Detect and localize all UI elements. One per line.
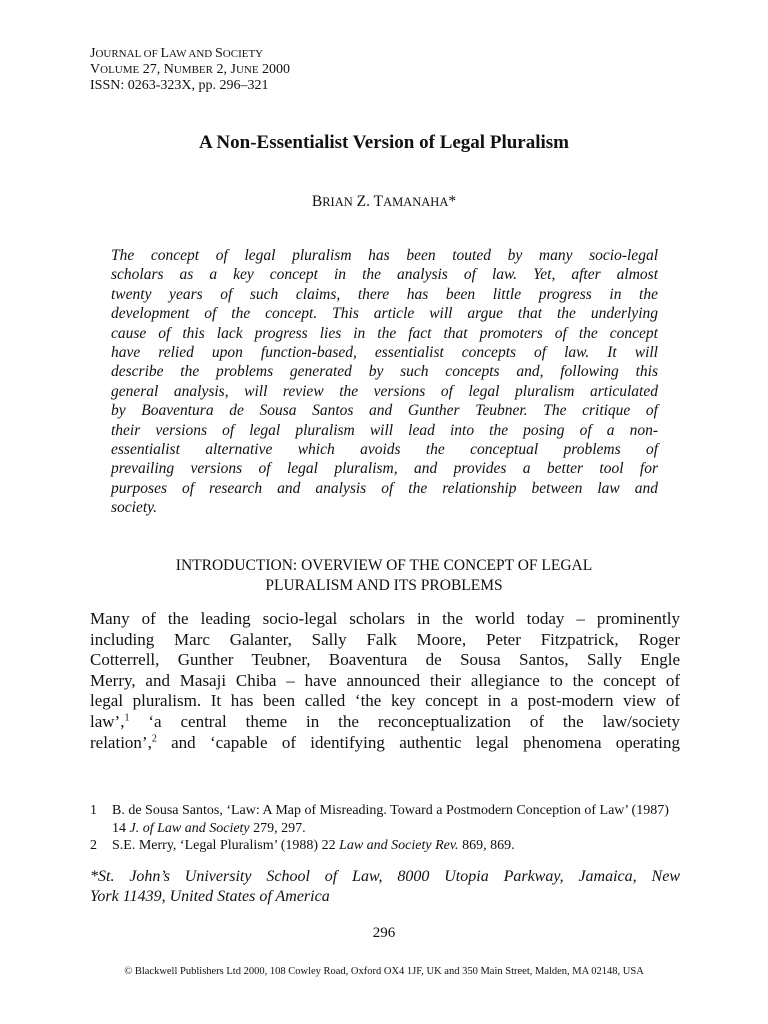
abstract-line: development of the concept. This article will argue that the underlying	[111, 305, 658, 323]
body-line: Many of the leading socio-legal scholars in the world today – prominently	[90, 609, 680, 628]
abstract-line: society.	[111, 499, 158, 517]
abstract-line: their versions of legal pluralism will lead into the posing of a non-	[111, 421, 658, 439]
abstract-line: The concept of legal pluralism has been touted by many socio-legal	[111, 247, 658, 264]
page-number: 296	[372, 925, 396, 941]
footnote-number: 1	[90, 803, 97, 818]
abstract-line: have relied upon function-based, essentialist concepts of law. It will	[111, 344, 658, 362]
section-heading	[0, 556, 768, 595]
footnote-ref-1[interactable]: 1	[124, 712, 130, 724]
footnote-citation: Law and Society Rev.	[339, 838, 459, 853]
article-author: BRIAN Z. TAMANAHA*	[311, 193, 457, 210]
abstract-line: cause of this lack progress lies in the fact that promoters of the concept	[111, 324, 658, 342]
footnote: 2 S.E. Merry, ‘Legal Pluralism’ (1988) 22 Law and Society Rev. 869, 869.	[90, 838, 515, 853]
body-line: relation’,$^2$ and ‘capable of identifying authentic legal phenomena operating	[90, 732, 680, 752]
abstract-line: essentialist alternative which avoids the conceptual problems of	[111, 441, 658, 459]
footnote-number: 2	[90, 838, 97, 853]
footnote-text: B. de Sousa Santos, ‘Law: A Map of Misreading. Toward a Postmodern Conception of Law’ (1987) 14	[112, 803, 669, 836]
footnote-ref-2[interactable]: 2	[151, 732, 157, 744]
abstract-line: scholars as a key concept in the analysis of law. Yet, after almost	[111, 266, 658, 284]
section-heading-line: INTRODUCTION: OVERVIEW OF THE CONCEPT OF LEGAL	[175, 557, 593, 574]
article-title: A Non-Essentialist Version of Legal Pluralism	[199, 132, 569, 153]
footnote-text: S.E. Merry, ‘Legal Pluralism’ (1988) 22	[112, 838, 340, 853]
affiliation-line: York 11439, United States of America	[90, 888, 330, 905]
abstract-line: general analysis, will review the versions of legal pluralism articulated	[111, 382, 658, 400]
footnote: 1 B. de Sousa Santos, ‘Law: A Map of Misreading. Toward a Postmodern Conception of Law’ (1987) 14 J. of Law and Society 279, 297.	[90, 803, 669, 836]
abstract-line: prevailing versions of legal pluralism, and provides a better tool for	[111, 460, 658, 478]
body-line: Merry, and Masaji Chiba – have announced their allegiance to the concept of	[90, 670, 680, 690]
footnote-citation: J. of Law and Society	[129, 820, 250, 836]
footnotes	[90, 802, 680, 855]
body-line: Cotterrell, Gunther Teubner, Boaventura de Sousa Santos, Sally Engle	[90, 650, 680, 670]
abstract-line: by Boaventura de Sousa Santos and Gunther Teubner. The critique of	[111, 402, 658, 420]
journal-issn: ISSN: 0263-323X, pp. 296–321	[90, 78, 269, 93]
body-line: including Marc Galanter, Sally Falk Moore, Peter Fitzpatrick, Roger	[90, 629, 680, 649]
author-affiliation	[90, 867, 680, 907]
body-line: legal pluralism. It has been called ‘the key concept in a post-modern view of	[90, 691, 680, 711]
section-heading-line: PLURALISM AND ITS PROBLEMS	[265, 576, 503, 594]
journal-name: JOURNAL OF LAW AND SOCIETY	[90, 46, 264, 61]
article-abstract	[111, 246, 658, 518]
affiliation-line: *St. John’s University School of Law, 8000 Utopia Parkway, Jamaica, New	[90, 868, 680, 885]
abstract-line: purposes of research and analysis of the relationship between law and	[111, 479, 658, 497]
journal-volume: VOLUME 27, NUMBER 2, JUNE 2000	[90, 62, 291, 77]
copyright-notice: © Blackwell Publishers Ltd 2000, 108 Cowley Road, Oxford OX4 1JF, UK and 350 Main Street, Malden, MA 02148, USA	[124, 966, 644, 977]
journal-header	[90, 46, 290, 94]
body-paragraph	[90, 609, 680, 753]
abstract-line: describe the problems generated by such concepts and, following this	[111, 363, 658, 381]
body-line: law’,$^1$ ‘a central theme in the reconceptualization of the law/society	[90, 711, 680, 731]
abstract-line: twenty years of such claims, there has been little progress in the	[111, 285, 658, 303]
